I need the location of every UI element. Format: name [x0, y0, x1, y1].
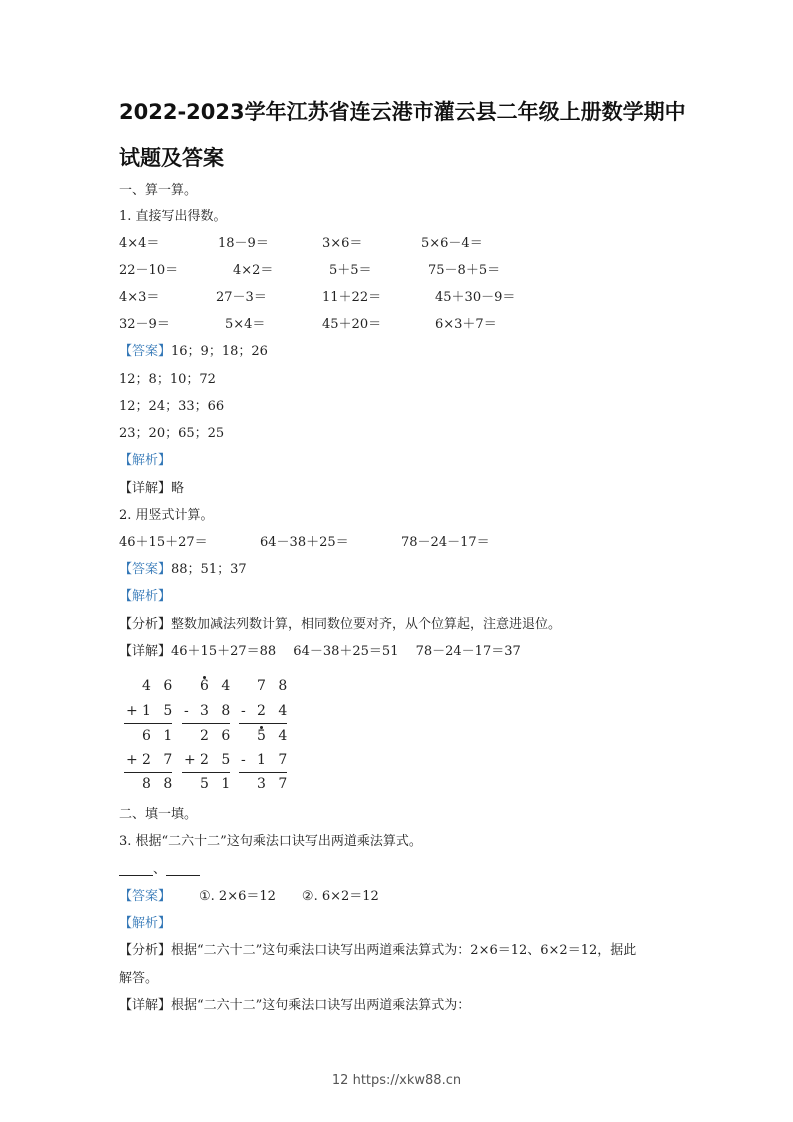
- answer-line: [119, 562, 247, 578]
- expr: 27－3＝: [216, 290, 267, 305]
- expr: 3×6＝: [322, 236, 363, 251]
- vc-row: 5 1: [200, 776, 235, 792]
- page-title: 2022-2023学年江苏省连云港市灌云县二年级上册数学期中: [119, 100, 686, 124]
- blank-separator: 、: [153, 862, 167, 877]
- expr: 75－8＋5＝: [428, 263, 501, 278]
- expr: 78－24－17＝: [401, 535, 490, 550]
- vc-row: 7 8: [257, 678, 292, 694]
- jiexi-tag: 【解析】: [119, 916, 172, 931]
- answer-tag: 【答案】: [119, 562, 172, 577]
- expr: 5×6－4＝: [421, 236, 483, 251]
- answer-blanks: [119, 862, 200, 878]
- answer-text: 16；9；18；26: [171, 344, 268, 359]
- vc-op: +: [126, 703, 142, 719]
- answer-line: [119, 889, 379, 905]
- vc-row: 1 5: [142, 703, 177, 719]
- vertical-calc-3: [239, 676, 299, 796]
- expr: 4×4＝: [119, 236, 160, 251]
- expr: 64－38＋25＝: [260, 535, 349, 550]
- vc-op: +: [184, 752, 200, 768]
- expr: 32－9＝: [119, 317, 170, 332]
- vc-row: 2 4: [257, 703, 292, 719]
- vc-op: -: [184, 703, 193, 719]
- vc-row: 8 8: [142, 776, 177, 792]
- detail-line: 【详解】46＋15＋27＝88 64－38＋25＝51 78－24－17＝37: [119, 644, 521, 659]
- page-title-line2: 试题及答案: [119, 146, 224, 170]
- vc-row: 6 4: [200, 678, 235, 694]
- expr: 5＋5＝: [329, 263, 372, 278]
- expr: 45＋20＝: [322, 317, 382, 332]
- expr: 5×4＝: [225, 317, 266, 332]
- section-heading-1: 一、算一算。: [119, 183, 198, 198]
- expr: 4×2＝: [233, 263, 274, 278]
- vc-line: [239, 772, 287, 773]
- blank: [119, 863, 153, 876]
- jiexi-tag: 【解析】: [119, 453, 172, 468]
- expr: 11＋22＝: [322, 290, 382, 305]
- vc-row: 3 8: [200, 703, 235, 719]
- analysis-line: 【分析】整数加减法列数计算，相同数位要对齐，从个位算起，注意进退位。: [119, 617, 562, 632]
- answer-line: 12；8；10；72: [119, 372, 216, 387]
- question-2-prompt: 2. 用竖式计算。: [119, 508, 214, 523]
- analysis-line: 【分析】根据“二六十二”这句乘法口诀写出两道乘法算式为：2×6＝12、6×2＝12，据此: [119, 943, 637, 958]
- vc-row: 6 1: [142, 728, 177, 744]
- vc-row: 5 4: [257, 728, 292, 744]
- answer-text: 88；51；37: [171, 562, 247, 577]
- vc-op: -: [241, 752, 250, 768]
- answer-tag: 【答案】: [119, 889, 172, 904]
- vc-row: 4 6: [142, 678, 177, 694]
- vc-line: [124, 772, 172, 773]
- expr: 45＋30－9＝: [435, 290, 516, 305]
- vc-op: +: [126, 752, 142, 768]
- answer-line: 12；24；33；66: [119, 399, 225, 414]
- vc-line: [182, 723, 230, 724]
- blank: [166, 863, 200, 876]
- answer-tag: 【答案】: [119, 344, 172, 359]
- vc-line: [239, 723, 287, 724]
- page-footer: 12 https://xkw88.cn: [331, 1073, 462, 1088]
- vc-row: 2 6: [200, 728, 235, 744]
- vertical-calc-2: [182, 676, 242, 796]
- answer-line: 23；20；65；25: [119, 426, 225, 441]
- expr: 46＋15＋27＝: [119, 535, 208, 550]
- vc-row: 3 7: [257, 776, 292, 792]
- vc-row: 2 5: [200, 752, 235, 768]
- vertical-calc-1: [124, 676, 184, 796]
- expr: 4×3＝: [119, 290, 160, 305]
- analysis-line: 解答。: [119, 971, 159, 986]
- expr: 22－10＝: [119, 263, 179, 278]
- vc-line: [124, 723, 172, 724]
- answer-line: [119, 344, 268, 360]
- expr: 6×3＋7＝: [435, 317, 497, 332]
- detail-line: 【详解】根据“二六十二”这句乘法口诀写出两道乘法算式为：: [119, 998, 471, 1013]
- vc-row: 1 7: [257, 752, 292, 768]
- question-3-prompt: 3. 根据“二六十二”这句乘法口诀写出两道乘法算式。: [119, 834, 422, 849]
- question-1-prompt: 1. 直接写出得数。: [119, 209, 227, 224]
- detail-line: 【详解】略: [119, 481, 185, 496]
- jiexi-tag: 【解析】: [119, 589, 172, 604]
- vc-op: -: [241, 703, 250, 719]
- vc-line: [182, 772, 230, 773]
- section-heading-2: 二、填一填。: [119, 807, 198, 822]
- vc-row: 2 7: [142, 752, 177, 768]
- answer-text: ①. 2×6＝12 ②. 6×2＝12: [199, 889, 379, 904]
- expr: 18－9＝: [218, 236, 269, 251]
